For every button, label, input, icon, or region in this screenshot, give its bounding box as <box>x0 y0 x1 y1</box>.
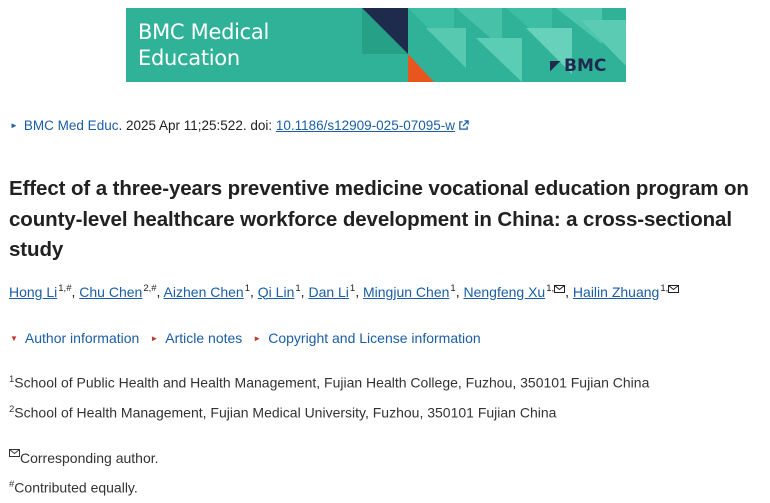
article-notes-toggle[interactable]: ► Article notes <box>150 330 243 346</box>
mail-icon[interactable] <box>668 285 679 293</box>
corresponding-author-note: Corresponding author. <box>9 449 159 466</box>
affiliation-1: $^1$School of Public Health and Health Management, Fujian Health College, Fuzhou, 350101 Fujian China <box>9 374 650 391</box>
triangle-right-icon: ► <box>150 333 159 343</box>
author-link[interactable]: Dan Li <box>308 283 349 300</box>
author: Hailin Zhuang$^{1,}$ <box>573 284 679 300</box>
external-link-icon[interactable] <box>458 120 469 131</box>
affiliation-2: $^2$School of Health Management, Fujian Medical University, Fuzhou, 350101 Fujian China <box>9 404 557 421</box>
author-link[interactable]: Chu Chen <box>79 283 143 300</box>
citation-line <box>10 118 469 133</box>
banner-journal-title: BMC Medical Education <box>138 20 270 70</box>
author: Dan Li$^1$ <box>308 283 356 300</box>
bmc-logo: BMC <box>550 56 606 76</box>
author: Nengfeng $Xu^{1,}$ <box>463 284 565 300</box>
author-link[interactable]: Nengfeng Xu <box>463 283 546 300</box>
contributed-equally-note: #Contributed equally. <box>9 479 138 496</box>
author-list: Hong $Li^{1,\#}$, Chu Chen$^{2,\#}$, Aizhen Chen$^1$, Qi Lin$^1$, Dan Li$^1$, Mingjun Chen$^1$, Nengfeng $Xu^{1,}$ , Hailin Zhuang$^{1,}$ <box>9 283 679 300</box>
author: Chu Chen$^{2,\#}$ <box>79 283 157 300</box>
author: Hong $Li^{1,\#}$ <box>9 283 72 300</box>
author-link[interactable]: Hailin Zhuang <box>572 283 660 300</box>
copyright-license-toggle[interactable]: ► Copyright and License information <box>253 330 481 346</box>
citation-details: . 2025 Apr 11;25:522. doi: <box>118 118 276 133</box>
author: Mingjun Chen$^1$ <box>363 283 456 300</box>
article-title: Effect of a three-years preventive medicine vocational education program on county-level healthcare workforce development in China: a cross-sectional study <box>9 177 749 261</box>
triangle-down-icon: ▼ <box>10 333 18 343</box>
author-link[interactable]: Qi Lin <box>257 283 295 300</box>
bmc-logo-icon <box>550 61 561 72</box>
article-info-toggles <box>10 330 492 346</box>
triangle-right-icon[interactable]: ► <box>10 121 18 130</box>
author-link[interactable]: Hong Li <box>9 283 58 300</box>
author-link[interactable]: Mingjun Chen <box>363 283 450 300</box>
doi-link[interactable]: 10.1186/s12909-025-07095-w <box>275 118 455 133</box>
journal-link[interactable]: BMC Med Educ <box>23 118 119 133</box>
mail-icon[interactable] <box>554 285 565 293</box>
author: Qi Lin$^1$ <box>257 283 301 300</box>
triangle-right-icon: ► <box>253 333 262 343</box>
journal-banner[interactable] <box>126 8 626 82</box>
author-information-toggle[interactable]: ▼ Author information <box>10 330 140 346</box>
author: Aizhen Chen$^1$ <box>163 283 251 300</box>
mail-icon <box>9 449 20 457</box>
author-link[interactable]: Aizhen Chen <box>163 283 244 300</box>
